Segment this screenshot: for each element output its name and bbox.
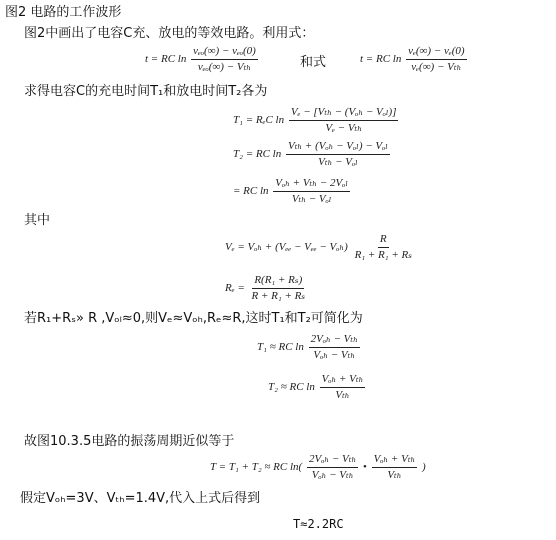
denominator: R + R₁ + Rₛ bbox=[251, 290, 306, 302]
numerator: R(R₁ + Rₛ) bbox=[252, 274, 304, 289]
intro-text: 图2中画出了电容C充、放电的等效电路。利用式： bbox=[24, 26, 315, 41]
numerator: Vₒₕ + Vₜₕ bbox=[320, 373, 366, 388]
denominator: Vₜₕ − Vₒₗ bbox=[291, 193, 332, 205]
fraction bbox=[273, 177, 350, 206]
fraction bbox=[309, 333, 360, 362]
if-condition-text: 若R₁+Rₛ» R ,Vₒₗ≈0,则Vₑ≈Vₒₕ,Rₑ≈R,这时T₁和T₂可简化为 bbox=[24, 311, 363, 326]
formula-lhs: Rₑ = bbox=[225, 282, 245, 295]
fraction bbox=[286, 140, 390, 169]
formula-lhs: = RC ln bbox=[233, 185, 269, 198]
fraction bbox=[406, 45, 466, 74]
formula-t2-simplified bbox=[233, 177, 352, 206]
fraction bbox=[353, 233, 414, 262]
formula-lhs: t = RC ln bbox=[145, 53, 187, 66]
formula-lhs: T₁ ≈ RC ln bbox=[257, 341, 304, 354]
formula-period bbox=[210, 453, 426, 482]
figure-title: 图2 电路的工作波形 bbox=[5, 5, 122, 20]
period-text: 故图10.3.5电路的振荡周期近似等于 bbox=[24, 434, 235, 449]
denominator: vₑₒ(∞) − Vₜₕ bbox=[197, 61, 252, 73]
formula-t2 bbox=[233, 140, 392, 169]
formula-ve bbox=[225, 233, 416, 262]
denominator: Vₜₕ bbox=[387, 469, 402, 481]
formula-rhs: ) bbox=[422, 461, 426, 474]
formula-t1 bbox=[233, 106, 400, 135]
numerator: Vₜₕ + (Vₒₕ − Vₒₗ) − Vₒₗ bbox=[286, 140, 390, 155]
formula-charge bbox=[145, 45, 260, 74]
formula-t1-simplified bbox=[257, 333, 362, 362]
numerator: Vₑ − [Vₜₕ − (Vₒₕ − Vₒₗ)] bbox=[289, 106, 399, 121]
fraction bbox=[372, 453, 418, 482]
fraction bbox=[289, 106, 399, 135]
assume-text: 假定Vₒₕ=3V、Vₜₕ=1.4V,代入上式后得到 bbox=[20, 491, 261, 506]
numerator: Vₒₕ + Vₜₕ bbox=[372, 453, 418, 468]
formula-re bbox=[225, 274, 309, 303]
formula-lhs: t = RC ln bbox=[360, 53, 402, 66]
formula-lhs: T₁ = RₑC ln bbox=[233, 114, 285, 127]
formula-discharge bbox=[360, 45, 469, 74]
numerator: 2Vₒₕ − Vₜₕ bbox=[309, 333, 360, 348]
denominator: Vₒₕ − Vₜₕ bbox=[311, 469, 354, 481]
denominator: Vₑ − Vₜₕ bbox=[325, 122, 363, 134]
formula-lhs: Vₑ = Vₒₕ + (Vₑₑ − Vₑₑ − Vₒₕ) bbox=[225, 241, 348, 254]
product-dot: • bbox=[362, 461, 367, 474]
fraction bbox=[191, 45, 258, 74]
numerator: vₑ(∞) − vₑ(0) bbox=[406, 45, 466, 60]
numerator: R bbox=[378, 233, 389, 248]
formula-lhs: T₂ ≈ RC ln bbox=[268, 381, 315, 394]
fraction bbox=[250, 274, 308, 303]
denominator: Vₜₕ bbox=[335, 389, 350, 401]
denominator: Vₜₕ − Vₒₗ bbox=[318, 156, 358, 168]
denominator: Vₒₕ − Vₜₕ bbox=[313, 349, 356, 361]
numerator: Vₒₕ + Vₜₕ − 2Vₒₗ bbox=[273, 177, 350, 192]
numerator: 2Vₒₕ − Vₜₕ bbox=[307, 453, 358, 468]
fraction bbox=[320, 373, 366, 402]
formula-lhs: T₂ = RC ln bbox=[233, 148, 282, 161]
formula-lhs: T = T₁ + T₂ ≈ RC ln( bbox=[210, 461, 303, 474]
denominator: vₑ(∞) − Vₜₕ bbox=[411, 61, 462, 73]
ask-times-text: 求得电容C的充电时间T₁和放电时间T₂各为 bbox=[24, 84, 268, 99]
result-text: T≈2.2RC bbox=[293, 517, 344, 531]
and-word: 和式 bbox=[300, 55, 327, 70]
numerator: vₑₒ(∞) − vₑₒ(0) bbox=[191, 45, 258, 60]
fraction bbox=[307, 453, 358, 482]
among-text: 其中 bbox=[24, 213, 51, 228]
formula-t2-approx bbox=[268, 373, 367, 402]
denominator: R₁ + R₁ + Rₛ bbox=[354, 249, 412, 261]
